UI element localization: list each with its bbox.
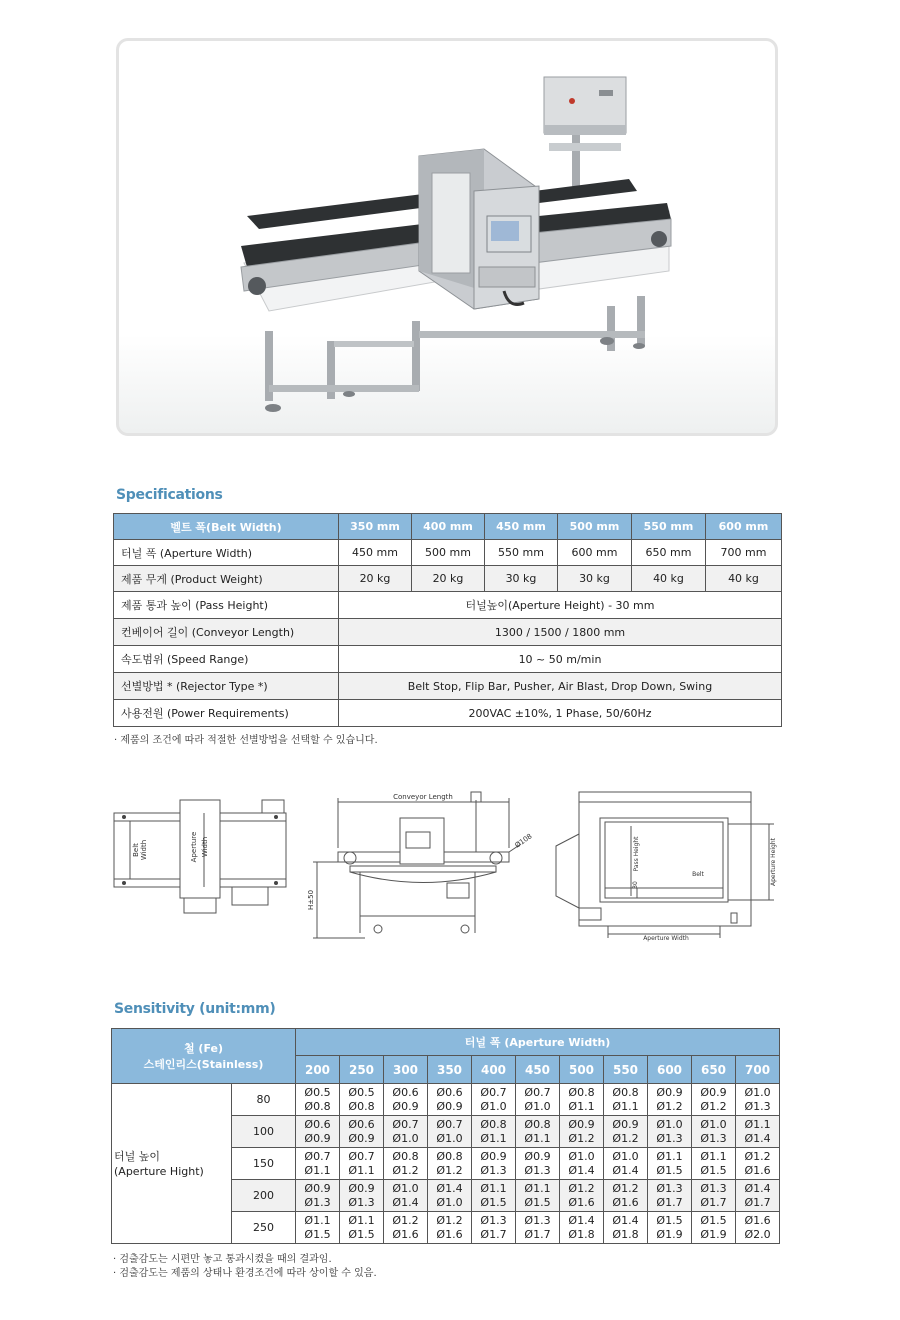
speed-range-label: [114, 646, 339, 673]
sensitivity-cell: [692, 1180, 736, 1212]
aperture-height-value: 200: [232, 1180, 296, 1212]
stainless-sensitivity-value: Ø1.3: [744, 1099, 771, 1113]
stainless-sensitivity-value: Ø0.9: [348, 1131, 375, 1145]
sensitivity-cell: [428, 1116, 472, 1148]
stainless-sensitivity-value: Ø1.3: [348, 1195, 375, 1209]
product-weight-value: 30 kg: [485, 566, 558, 592]
sensitivity-cell: [296, 1084, 340, 1116]
aperture-width-caption: 터널 폭 (Aperture Width): [296, 1029, 780, 1056]
aperture-width-value: 350: [428, 1056, 472, 1084]
sensitivity-cell: [384, 1084, 428, 1116]
fe-sensitivity-value: Ø0.8: [568, 1085, 595, 1099]
aperture-width-value: 450 mm: [339, 540, 412, 566]
fe-sensitivity-value: Ø1.1: [348, 1213, 375, 1227]
stainless-sensitivity-value: Ø1.2: [612, 1131, 639, 1145]
sensitivity-cell: [560, 1148, 604, 1180]
stainless-sensitivity-value: Ø0.9: [436, 1099, 463, 1113]
aperture-width-value: 200: [296, 1056, 340, 1084]
stainless-sensitivity-value: Ø1.2: [392, 1163, 419, 1177]
stainless-sensitivity-value: Ø1.0: [480, 1099, 507, 1113]
stainless-label: 스테인리스(Stainless): [143, 1058, 264, 1071]
aperture-width-value: 500 mm: [412, 540, 485, 566]
fe-sensitivity-value: Ø0.7: [304, 1149, 331, 1163]
fe-sensitivity-value: Ø1.6: [744, 1213, 771, 1227]
stainless-sensitivity-value: Ø0.9: [392, 1099, 419, 1113]
stainless-sensitivity-value: Ø1.6: [612, 1195, 639, 1209]
fe-sensitivity-value: Ø0.7: [392, 1117, 419, 1131]
aperture-width-label: Width: [201, 836, 209, 858]
metal-detector-machine-illustration: [119, 41, 778, 436]
fe-sensitivity-value: Ø1.0: [700, 1117, 727, 1131]
label-en: (Aperture Width): [159, 546, 253, 560]
sensitivity-cell: [604, 1212, 648, 1244]
fe-sensitivity-value: Ø1.2: [612, 1181, 639, 1195]
sensitivity-cell: [296, 1148, 340, 1180]
fe-sensitivity-value: Ø1.2: [744, 1149, 771, 1163]
stainless-sensitivity-value: Ø1.7: [656, 1195, 683, 1209]
stainless-sensitivity-value: Ø1.6: [744, 1163, 771, 1177]
sensitivity-cell: [296, 1212, 340, 1244]
stainless-sensitivity-value: Ø1.3: [480, 1163, 507, 1177]
spec-header-row: [114, 514, 782, 540]
speed-range-value: 10 ~ 50 m/min: [339, 646, 782, 673]
roller-diameter-label: Ø108: [513, 832, 534, 850]
fe-sensitivity-value: Ø1.1: [656, 1149, 683, 1163]
aperture-width-value: 700: [736, 1056, 780, 1084]
fe-sensitivity-value: Ø1.3: [524, 1213, 551, 1227]
fe-sensitivity-value: Ø0.5: [348, 1085, 375, 1099]
fe-sensitivity-value: Ø0.9: [348, 1181, 375, 1195]
fe-sensitivity-value: Ø0.5: [304, 1085, 331, 1099]
power-requirements-label: [114, 700, 339, 727]
fe-sensitivity-value: Ø0.8: [392, 1149, 419, 1163]
belt-width-value: 400 mm: [412, 514, 485, 540]
fe-sensitivity-value: Ø1.0: [392, 1181, 419, 1195]
sensitivity-cell: [604, 1116, 648, 1148]
fe-sensitivity-value: Ø1.2: [436, 1213, 463, 1227]
belt-width-header: 벨트 폭(Belt Width): [114, 514, 339, 540]
aperture-width-value: 650: [692, 1056, 736, 1084]
stainless-sensitivity-value: Ø1.3: [304, 1195, 331, 1209]
pass-height-row: [114, 592, 782, 619]
fe-sensitivity-value: Ø0.9: [524, 1149, 551, 1163]
stainless-sensitivity-value: Ø1.8: [612, 1227, 639, 1241]
fe-sensitivity-value: Ø1.4: [568, 1213, 595, 1227]
sensitivity-cell: [340, 1084, 384, 1116]
belt-width-label: Width: [140, 839, 148, 861]
product-weight-row: [114, 566, 782, 592]
sensitivity-cell: [604, 1180, 648, 1212]
sensitivity-cell: [384, 1148, 428, 1180]
stainless-sensitivity-value: Ø1.5: [348, 1227, 375, 1241]
fe-sensitivity-value: Ø0.7: [524, 1085, 551, 1099]
stainless-sensitivity-value: Ø1.4: [568, 1163, 595, 1177]
spec-footnote: · 제품의 조건에 따라 적절한 선별방법을 선택할 수 있습니다.: [114, 735, 378, 746]
fe-sensitivity-value: Ø1.0: [568, 1149, 595, 1163]
label-ko: 제품 통과 높이: [121, 599, 192, 612]
stainless-sensitivity-value: Ø1.3: [524, 1163, 551, 1177]
label-en: (Rejector Type *): [176, 680, 268, 693]
conveyor-length-row: [114, 619, 782, 646]
stainless-sensitivity-value: Ø1.1: [480, 1131, 507, 1145]
stainless-sensitivity-value: Ø1.2: [700, 1099, 727, 1113]
rejector-type-value: Belt Stop, Flip Bar, Pusher, Air Blast, Drop Down, Swing: [339, 673, 782, 700]
sensitivity-cell: [604, 1148, 648, 1180]
sensitivity-cell: [296, 1180, 340, 1212]
stainless-sensitivity-value: Ø1.2: [436, 1163, 463, 1177]
aperture-width-label: [114, 540, 339, 566]
aperture-width-row: [114, 540, 782, 566]
aperture-width-value: 700 mm: [706, 540, 782, 566]
sensitivity-cell: [472, 1148, 516, 1180]
sensitivity-cell: [692, 1116, 736, 1148]
pass-height-value: 터널높이(Aperture Height) - 30 mm: [339, 592, 782, 619]
sensitivity-title: Sensitivity (unit:mm): [114, 1001, 276, 1017]
belt-width-label: Belt: [132, 843, 140, 857]
sensitivity-cell: [560, 1084, 604, 1116]
aperture-width-label: Aperture: [190, 831, 198, 863]
fe-sensitivity-value: Ø1.1: [480, 1181, 507, 1195]
sensitivity-cell: [340, 1212, 384, 1244]
label-ko: 컨베이어 길이: [121, 626, 189, 639]
sensitivity-cell: [648, 1180, 692, 1212]
conveyor-length-label: [114, 619, 339, 646]
fe-sensitivity-value: Ø0.8: [436, 1149, 463, 1163]
product-photo: [116, 38, 778, 436]
stainless-sensitivity-value: Ø1.5: [304, 1227, 331, 1241]
specifications-table: [113, 513, 782, 727]
sensitivity-cell: [472, 1084, 516, 1116]
top-view-drawing: [110, 795, 290, 920]
stainless-sensitivity-value: Ø1.5: [656, 1163, 683, 1177]
aperture-width-value: 550 mm: [485, 540, 558, 566]
fe-sensitivity-value: Ø0.8: [612, 1085, 639, 1099]
sensitivity-cell: [648, 1148, 692, 1180]
fe-sensitivity-value: Ø0.6: [392, 1085, 419, 1099]
stainless-sensitivity-value: Ø1.2: [656, 1099, 683, 1113]
rejector-type-row: [114, 673, 782, 700]
stainless-sensitivity-value: Ø1.0: [524, 1099, 551, 1113]
stainless-sensitivity-value: Ø1.6: [392, 1227, 419, 1241]
fe-sensitivity-value: Ø1.3: [656, 1181, 683, 1195]
fe-sensitivity-value: Ø1.5: [700, 1213, 727, 1227]
stainless-sensitivity-value: Ø1.7: [524, 1227, 551, 1241]
sensitivity-cell: [340, 1180, 384, 1212]
fe-sensitivity-value: Ø1.4: [612, 1213, 639, 1227]
sensitivity-cell: [648, 1084, 692, 1116]
stainless-sensitivity-value: Ø1.8: [568, 1227, 595, 1241]
fe-sensitivity-value: Ø0.6: [304, 1117, 331, 1131]
aperture-width-value: 500: [560, 1056, 604, 1084]
stainless-sensitivity-value: Ø1.5: [480, 1195, 507, 1209]
sensitivity-cell: [340, 1116, 384, 1148]
product-weight-value: 30 kg: [558, 566, 632, 592]
stainless-sensitivity-value: Ø0.8: [348, 1099, 375, 1113]
stainless-sensitivity-value: Ø1.7: [480, 1227, 507, 1241]
sensitivity-note: · 검출감도는 제품의 상태나 환경조건에 따라 상이할 수 있음.: [113, 1268, 377, 1279]
sensitivity-cell: [736, 1084, 780, 1116]
stainless-sensitivity-value: Ø1.4: [744, 1131, 771, 1145]
belt-width-value: 350 mm: [339, 514, 412, 540]
height-label: H±50: [307, 889, 315, 911]
sensitivity-cell: [428, 1180, 472, 1212]
stainless-sensitivity-value: Ø1.7: [700, 1195, 727, 1209]
sensitivity-cell: [516, 1180, 560, 1212]
label-ko: 속도범위: [121, 653, 164, 666]
sensitivity-cell: [560, 1116, 604, 1148]
thirty-label: 30: [632, 881, 639, 889]
sensitivity-cell: [516, 1084, 560, 1116]
sensitivity-cell: [736, 1180, 780, 1212]
label-en: (Pass Height): [195, 599, 269, 612]
stainless-sensitivity-value: Ø1.4: [392, 1195, 419, 1209]
specifications-title: Specifications: [116, 487, 223, 503]
speed-range-row: [114, 646, 782, 673]
stainless-sensitivity-value: Ø1.5: [524, 1195, 551, 1209]
belt-width-value: 600 mm: [706, 514, 782, 540]
sensitivity-footnotes: [113, 1253, 377, 1281]
stainless-sensitivity-value: Ø1.4: [612, 1163, 639, 1177]
fe-sensitivity-value: Ø0.9: [656, 1085, 683, 1099]
side-view-drawing: [305, 788, 537, 946]
fe-label: 철 (Fe): [183, 1042, 224, 1055]
stainless-sensitivity-value: Ø1.7: [744, 1195, 771, 1209]
fe-sensitivity-value: Ø1.0: [744, 1085, 771, 1099]
product-weight-value: 40 kg: [706, 566, 782, 592]
fe-sensitivity-value: Ø0.9: [568, 1117, 595, 1131]
sensitivity-cell: [428, 1212, 472, 1244]
stainless-sensitivity-value: Ø1.1: [304, 1163, 331, 1177]
aperture-height-label-ko: 터널 높이: [114, 1149, 161, 1163]
stainless-sensitivity-value: Ø1.3: [700, 1131, 727, 1145]
fe-sensitivity-value: Ø1.4: [744, 1181, 771, 1195]
stainless-sensitivity-value: Ø1.9: [656, 1227, 683, 1241]
stainless-sensitivity-value: Ø1.2: [568, 1131, 595, 1145]
sensitivity-cell: [692, 1212, 736, 1244]
label-ko: 터널 폭: [121, 546, 157, 560]
sensitivity-table: [111, 1028, 780, 1244]
stainless-sensitivity-value: Ø1.9: [700, 1227, 727, 1241]
sensitivity-cell: [736, 1116, 780, 1148]
label-en: (Speed Range): [167, 653, 249, 666]
aperture-width-value: 400: [472, 1056, 516, 1084]
pass-height-label: Pass Height: [633, 836, 640, 872]
rejector-type-label: [114, 673, 339, 700]
aperture-height-value: 80: [232, 1084, 296, 1116]
conveyor-length-value: 1300 / 1500 / 1800 mm: [339, 619, 782, 646]
label-en: (Conveyor Length): [191, 626, 295, 639]
label-en: (Power Requirements): [167, 707, 289, 720]
product-weight-value: 40 kg: [632, 566, 706, 592]
aperture-height-label: [112, 1084, 232, 1244]
sensitivity-cell: [516, 1116, 560, 1148]
sensitivity-cell: [428, 1084, 472, 1116]
stainless-sensitivity-value: Ø0.9: [304, 1131, 331, 1145]
stainless-sensitivity-value: Ø1.0: [436, 1131, 463, 1145]
product-weight-value: 20 kg: [412, 566, 485, 592]
belt-width-value: 550 mm: [632, 514, 706, 540]
aperture-height-label: Aperture Height: [770, 838, 777, 886]
fe-sensitivity-value: Ø0.7: [348, 1149, 375, 1163]
fe-sensitivity-value: Ø1.1: [700, 1149, 727, 1163]
aperture-width-value: 600: [648, 1056, 692, 1084]
sensitivity-cell: [472, 1180, 516, 1212]
power-requirements-value: 200VAC ±10%, 1 Phase, 50/60Hz: [339, 700, 782, 727]
sensitivity-cell: [384, 1180, 428, 1212]
fe-sensitivity-value: Ø1.1: [304, 1213, 331, 1227]
sensitivity-cell: [516, 1212, 560, 1244]
sensitivity-cell: [516, 1148, 560, 1180]
fe-sensitivity-value: Ø0.7: [480, 1085, 507, 1099]
stainless-sensitivity-value: Ø1.0: [392, 1131, 419, 1145]
label-ko: 사용전원: [121, 707, 164, 720]
sensitivity-cell: [472, 1116, 516, 1148]
sensitivity-cell: [604, 1084, 648, 1116]
stainless-sensitivity-value: Ø1.1: [348, 1163, 375, 1177]
sensitivity-cell: [736, 1148, 780, 1180]
aperture-height-value: 100: [232, 1116, 296, 1148]
fe-sensitivity-value: Ø0.9: [700, 1085, 727, 1099]
fe-sensitivity-value: Ø1.4: [436, 1181, 463, 1195]
label-ko: 제품 무게: [121, 572, 168, 586]
stainless-sensitivity-value: Ø1.1: [612, 1099, 639, 1113]
sensitivity-cell: [736, 1212, 780, 1244]
sensitivity-cell: [296, 1116, 340, 1148]
fe-sensitivity-value: Ø1.2: [392, 1213, 419, 1227]
fe-sensitivity-value: Ø0.7: [436, 1117, 463, 1131]
sensitivity-cell: [340, 1148, 384, 1180]
stainless-sensitivity-value: Ø0.8: [304, 1099, 331, 1113]
sensitivity-body: [112, 1084, 780, 1244]
aperture-width-value: 650 mm: [632, 540, 706, 566]
sensitivity-row: [112, 1084, 780, 1116]
aperture-height-value: 250: [232, 1212, 296, 1244]
aperture-width-value: 250: [340, 1056, 384, 1084]
fe-sensitivity-value: Ø1.0: [656, 1117, 683, 1131]
stainless-sensitivity-value: Ø1.6: [436, 1227, 463, 1241]
fe-sensitivity-value: Ø1.3: [480, 1213, 507, 1227]
sensitivity-cell: [560, 1180, 604, 1212]
stainless-sensitivity-value: Ø1.1: [524, 1131, 551, 1145]
aperture-width-value: 450: [516, 1056, 560, 1084]
fe-sensitivity-value: Ø0.9: [480, 1149, 507, 1163]
fe-sensitivity-value: Ø0.6: [348, 1117, 375, 1131]
aperture-width-label: Aperture Width: [643, 935, 689, 942]
fe-sensitivity-value: Ø0.9: [304, 1181, 331, 1195]
belt-width-value: 450 mm: [485, 514, 558, 540]
fe-sensitivity-value: Ø0.8: [480, 1117, 507, 1131]
sensitivity-cell: [472, 1212, 516, 1244]
product-weight-label: [114, 566, 339, 592]
product-weight-value: 20 kg: [339, 566, 412, 592]
pass-height-label: [114, 592, 339, 619]
stainless-sensitivity-value: Ø1.1: [568, 1099, 595, 1113]
power-requirements-row: [114, 700, 782, 727]
stainless-sensitivity-value: Ø1.5: [700, 1163, 727, 1177]
label-en: (Product Weight): [170, 572, 263, 586]
fe-sensitivity-value: Ø1.1: [524, 1181, 551, 1195]
belt-label: Belt: [692, 871, 704, 878]
sensitivity-cell: [384, 1212, 428, 1244]
sensitivity-cell: [692, 1148, 736, 1180]
sensitivity-cell: [560, 1212, 604, 1244]
sensitivity-cell: [428, 1148, 472, 1180]
aperture-width-value: 300: [384, 1056, 428, 1084]
fe-sensitivity-value: Ø0.9: [612, 1117, 639, 1131]
stainless-sensitivity-value: Ø1.3: [656, 1131, 683, 1145]
stainless-sensitivity-value: Ø2.0: [744, 1227, 771, 1241]
label-ko: 선별방법 *: [121, 680, 173, 693]
sensitivity-cell: [692, 1084, 736, 1116]
fe-sensitivity-value: Ø0.8: [524, 1117, 551, 1131]
sensitivity-cell: [648, 1212, 692, 1244]
aperture-width-value: 600 mm: [558, 540, 632, 566]
front-view-drawing: [548, 788, 780, 948]
fe-sensitivity-value: Ø1.5: [656, 1213, 683, 1227]
fe-sensitivity-value: Ø1.2: [568, 1181, 595, 1195]
belt-width-value: 500 mm: [558, 514, 632, 540]
fe-sensitivity-value: Ø1.1: [744, 1117, 771, 1131]
fe-sensitivity-value: Ø0.6: [436, 1085, 463, 1099]
stainless-sensitivity-value: Ø1.0: [436, 1195, 463, 1209]
fe-sensitivity-value: Ø1.3: [700, 1181, 727, 1195]
sensitivity-cell: [384, 1116, 428, 1148]
fe-sensitivity-value: Ø1.0: [612, 1149, 639, 1163]
sensitivity-cell: [648, 1116, 692, 1148]
aperture-width-value: 550: [604, 1056, 648, 1084]
stainless-sensitivity-value: Ø1.6: [568, 1195, 595, 1209]
fe-stainless-corner: [112, 1029, 296, 1084]
aperture-height-label-en: (Aperture Hight): [114, 1164, 204, 1178]
conveyor-length-label: Conveyor Length: [393, 793, 453, 801]
aperture-height-value: 150: [232, 1148, 296, 1180]
sensitivity-note: · 검출감도는 시편만 놓고 통과시켰을 때의 결과임.: [113, 1254, 332, 1265]
